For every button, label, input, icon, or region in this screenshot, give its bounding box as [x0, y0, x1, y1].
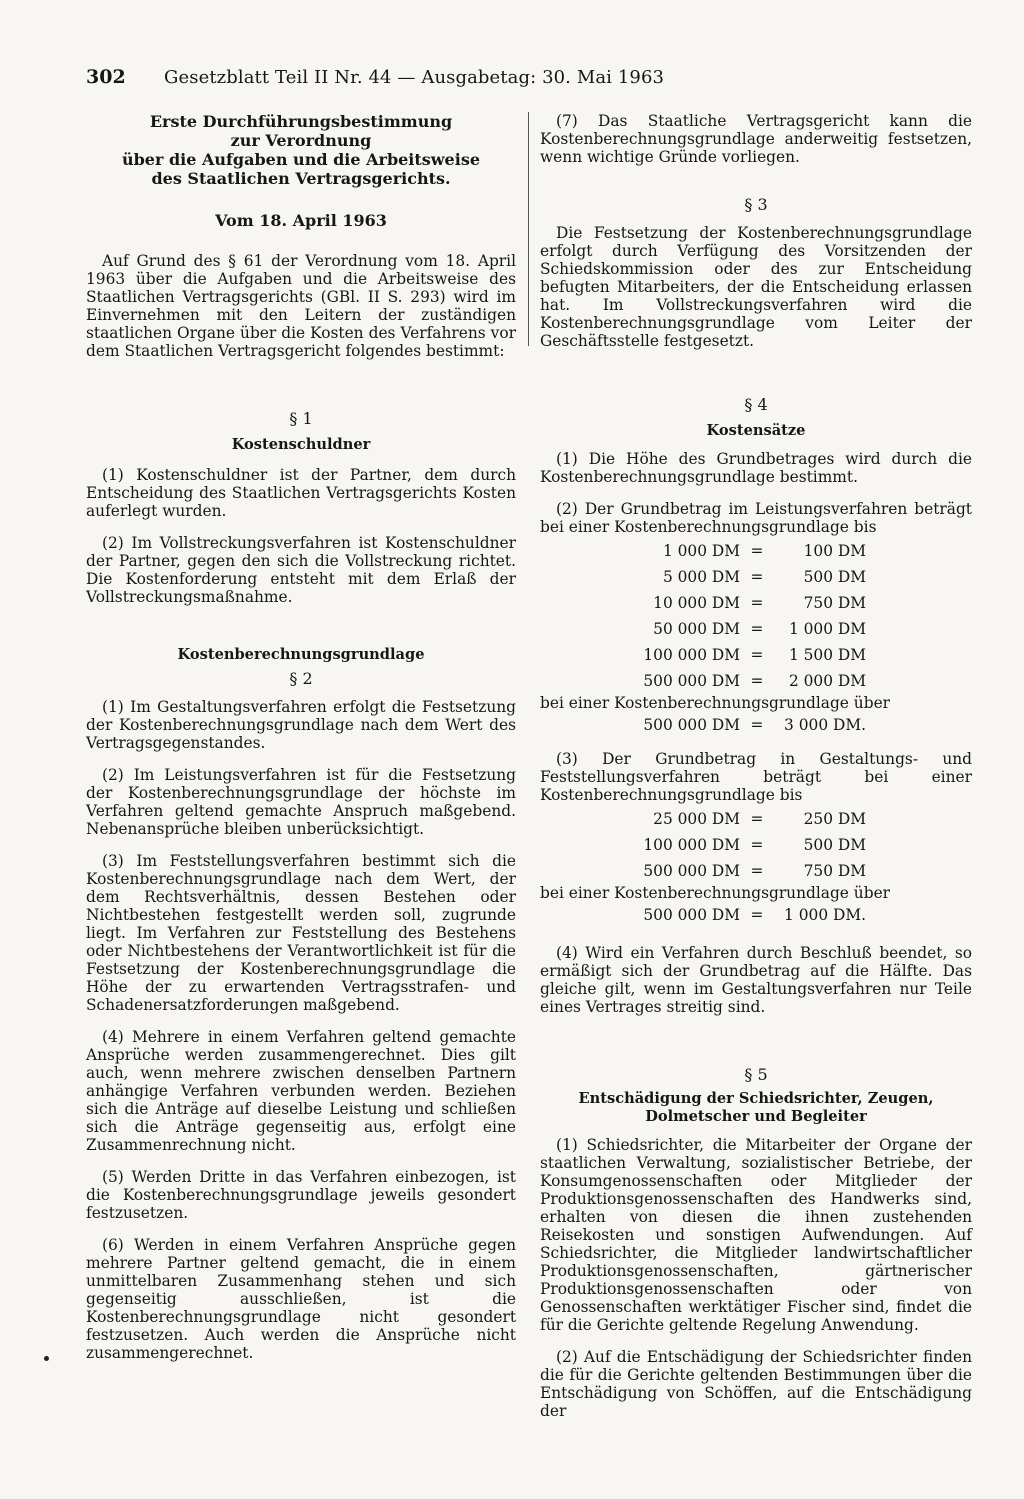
fee-amount: 2 000 DM: [788, 672, 866, 690]
section-4-sign: § 4: [744, 395, 768, 414]
title-line: des Staatlichen Vertragsgerichts.: [151, 169, 451, 188]
fee-amount: 750 DM: [803, 594, 866, 612]
over-threshold-label: bei einer Kostenberechnungsgrundlage über: [540, 694, 891, 712]
section-2-paragraph: (4) Mehrere in einem Verfahren geltend gemachte Ansprüche werden zusammengerechnet. Dies gilt auch, wenn mehrere zwischen denselben Partnern anhängige Verfahren verbunden werden. Beziehen sich die Anträge auf dieselbe Leistung und schließen sich die Anträge gegenseitig aus, erfolgt eine Zusammenrechnung nicht.: [86, 1028, 516, 1154]
equals-sign: =: [750, 716, 764, 734]
equals-sign: =: [750, 672, 764, 690]
section-2-paragraph: (2) Im Leistungsverfahren ist für die Festsetzung der Kostenberechnungsgrundlage der höchste im Verfahren geltend gemachte Anspruch maßgebend. Nebenansprüche bleiben unberücksichtigt.: [86, 766, 516, 838]
section-4-paragraph: (1) Die Höhe des Grundbetrages wird durch die Kostenberechnungsgrundlage bestimmt.: [540, 450, 972, 486]
fee-table-row: [540, 832, 972, 858]
margin-dot: [44, 1356, 49, 1361]
section-1-sign: § 1: [289, 409, 313, 428]
title-line: zur Verordnung: [230, 131, 372, 150]
fee-table-leistungsverfahren: [540, 538, 972, 694]
fee-table-row: [540, 858, 972, 884]
fee-amount: 1 000 DM: [788, 620, 866, 638]
section-2-heading: Kostenberechnungsgrundlage: [177, 646, 425, 663]
page-number: 302: [86, 66, 126, 88]
fee-amount: 500 DM: [803, 836, 866, 854]
base-amount: 1 000 DM: [662, 542, 740, 560]
base-amount: 10 000 DM: [653, 594, 740, 612]
section-2-paragraph-7: (7) Das Staatliche Vertragsgericht kann die Kostenberechnungsgrundlage anderweitig festsetzen, wenn wichtige Gründe vorliegen.: [540, 112, 972, 166]
fee-table-row: [540, 806, 972, 832]
header-title: Gesetzblatt Teil II Nr. 44 — Ausgabetag: 30. Mai 1963: [164, 67, 665, 88]
fee-table-row: [540, 590, 972, 616]
fee-amount: 100 DM: [803, 542, 866, 560]
fee-amount: 1 500 DM: [788, 646, 866, 664]
section-4-heading: Kostensätze: [706, 422, 806, 439]
base-amount: 25 000 DM: [653, 810, 740, 828]
section-4-paragraph: (3) Der Grundbetrag in Gestaltungs- und Feststellungsverfahren beträgt bei einer Kostenberechnungsgrundlage bis: [540, 750, 972, 804]
preamble: Auf Grund des § 61 der Verordnung vom 18. April 1963 über die Aufgaben und die Arbeitsweise des Staatlichen Vertragsgerichts (GBl. II S. 293) wird im Einvernehmen mit den Leitern der zuständigen staatlichen Organe über die Kosten des Verfahrens vor dem Staatlichen Vertragsgericht folgendes bestimmt:: [86, 252, 516, 360]
base-amount: 50 000 DM: [653, 620, 740, 638]
section-2-paragraph: (6) Werden in einem Verfahren Ansprüche gegen mehrere Partner geltend gemacht, die in einem unmittelbaren Zusammenhang stehen und sich gegenseitig ausschließen, ist die Kostenberechnungsgrundlage nicht gesondert festzusetzen. Auch werden die Ansprüche nicht zusammengerechnet.: [86, 1236, 516, 1362]
fee-amount: 250 DM: [803, 810, 866, 828]
section-3-sign: § 3: [744, 195, 768, 214]
equals-sign: =: [750, 810, 764, 828]
fee-table-row-over: [540, 902, 972, 928]
section-1-paragraph: (1) Kostenschuldner ist der Partner, dem durch Entscheidung des Staatlichen Vertragsgerichts Kosten auferlegt wurden.: [86, 466, 516, 520]
document-title: [86, 112, 516, 188]
equals-sign: =: [750, 542, 764, 560]
equals-sign: =: [750, 862, 764, 880]
equals-sign: =: [750, 836, 764, 854]
section-5-heading: Entschädigung der Schiedsrichter, Zeugen,: [578, 1090, 934, 1107]
section-1-paragraph: (2) Im Vollstreckungsverfahren ist Kostenschuldner der Partner, gegen den sich die Vollstreckung richtet. Die Kostenforderung entsteht mit dem Erlaß der Vollstreckungsmaßnahme.: [86, 534, 516, 606]
fee-table-gestaltungsverfahren: [540, 806, 972, 884]
equals-sign: =: [750, 594, 764, 612]
fee-amount: 500 DM: [803, 568, 866, 586]
section-4-paragraph: (2) Der Grundbetrag im Leistungsverfahren beträgt bei einer Kostenberechnungsgrundlage bis: [540, 500, 972, 536]
base-amount: 5 000 DM: [662, 568, 740, 586]
left-column: [86, 112, 516, 1362]
base-amount: 500 000 DM: [643, 906, 740, 924]
document-date: Vom 18. April 1963: [215, 211, 387, 230]
section-2-paragraph: (1) Im Gestaltungsverfahren erfolgt die Festsetzung der Kostenberechnungsgrundlage nach dem Wert des Vertragsgegenstandes.: [86, 698, 516, 752]
equals-sign: =: [750, 568, 764, 586]
fee-amount: 3 000 DM.: [784, 716, 866, 734]
fee-table-row: [540, 642, 972, 668]
right-column: [540, 112, 972, 1420]
section-1-heading: Kostenschuldner: [231, 436, 371, 453]
title-line: über die Aufgaben und die Arbeitsweise: [121, 150, 480, 169]
column-divider: [528, 112, 529, 346]
section-2-paragraph: (5) Werden Dritte in das Verfahren einbezogen, ist die Kostenberechnungsgrundlage jeweils gesondert festzusetzen.: [86, 1168, 516, 1222]
base-amount: 100 000 DM: [643, 646, 740, 664]
fee-table-row: [540, 564, 972, 590]
fee-amount: 750 DM: [803, 862, 866, 880]
title-line: Erste Durchführungsbestimmung: [149, 112, 453, 131]
base-amount: 500 000 DM: [643, 862, 740, 880]
section-5-heading: Dolmetscher und Begleiter: [645, 1108, 867, 1125]
base-amount: 100 000 DM: [643, 836, 740, 854]
equals-sign: =: [750, 906, 764, 924]
page-header: [86, 66, 756, 89]
section-3-text: Die Festsetzung der Kostenberechnungsgrundlage erfolgt durch Verfügung des Vorsitzenden der Schiedskommission oder des zur Entscheidung befugten Mitarbeiters, der die Entscheidung erlassen hat. Im Vollstreckungsverfahren wird die Kostenberechnungsgrundlage vom Leiter der Geschäftsstelle festgesetzt.: [540, 224, 972, 350]
section-2-sign: § 2: [289, 669, 313, 688]
fee-table-row: [540, 616, 972, 642]
section-2-paragraph: (3) Im Feststellungsverfahren bestimmt sich die Kostenberechnungsgrundlage nach dem Wert, der dem Rechtsverhältnis, dessen Bestehen oder Nichtbestehen festgestellt werden soll, zugrunde liegt. Im Verfahren zur Feststellung des Bestehens oder Nichtbestehens der Verantwortlichkeit ist für die Festsetzung der Kostenberechnungsgrundlage die Höhe der zu erwartenden Vertragsstrafen- und Schadenersatzforderungen maßgebend.: [86, 852, 516, 1014]
equals-sign: =: [750, 620, 764, 638]
base-amount: 500 000 DM: [643, 716, 740, 734]
section-4-paragraph: (4) Wird ein Verfahren durch Beschluß beendet, so ermäßigt sich der Grundbetrag auf die Hälfte. Das gleiche gilt, wenn im Gestaltungsverfahren nur Teile eines Vertrages streitig sind.: [540, 944, 972, 1016]
fee-amount: 1 000 DM.: [784, 906, 866, 924]
section-5-sign: § 5: [744, 1065, 768, 1084]
fee-table-row: [540, 538, 972, 564]
fee-table-row-over: [540, 712, 972, 738]
section-5-paragraph: (1) Schiedsrichter, die Mitarbeiter der Organe der staatlichen Verwaltung, sozialistischer Betriebe, der Konsumgenossenschaften oder Mitglieder der Produktionsgenossenschaften des Handwerks sind, erhalten von diesen die ihnen zustehenden Reisekosten und sonstigen Aufwendungen. Auf Schiedsrichter, die Mitglieder landwirtschaftlicher Produktionsgenossenschaften, gärtnerischer Produktionsgenossenschaften oder von Genossenschaften werktätiger Fischer sind, findet die für die Gerichte geltende Regelung Anwendung.: [540, 1136, 972, 1334]
fee-table-row: [540, 668, 972, 694]
over-threshold-label: bei einer Kostenberechnungsgrundlage über: [540, 884, 891, 902]
section-5-paragraph: (2) Auf die Entschädigung der Schiedsrichter finden die für die Gerichte geltenden Bestimmungen über die Entschädigung von Schöffen, auf die Entschädigung der: [540, 1348, 972, 1420]
equals-sign: =: [750, 646, 764, 664]
base-amount: 500 000 DM: [643, 672, 740, 690]
